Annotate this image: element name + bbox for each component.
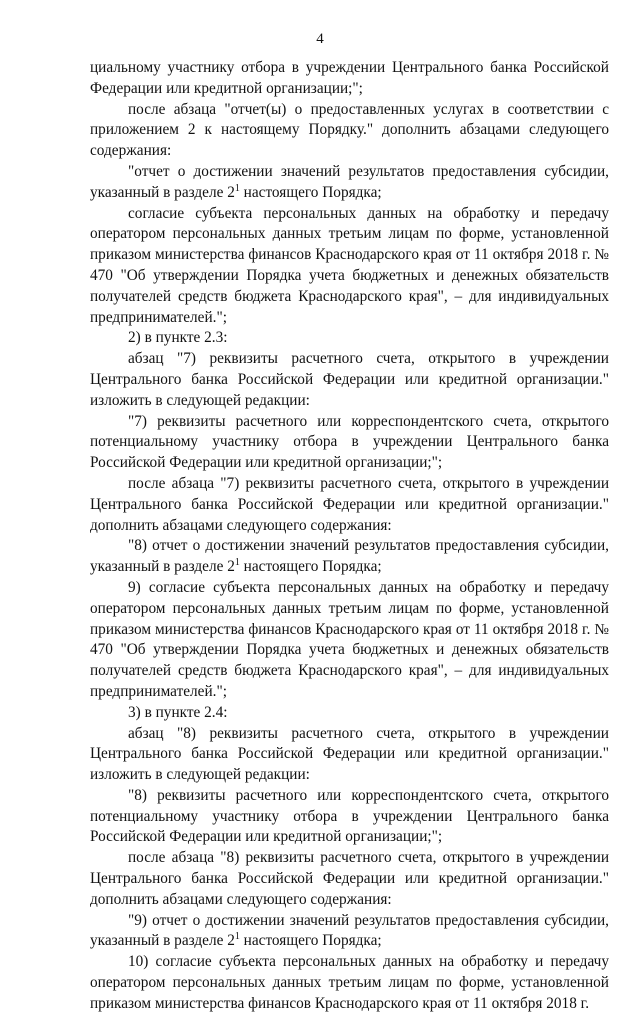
paragraph: абзац "7) реквизиты расчетного счета, открытого в учреждении Центрального банка Российской Федерации или кредитной организации." изложить в следующей редакции: — [90, 350, 609, 409]
paragraph: абзац "8) реквизиты расчетного счета, открытого в учреждении Центрального банка Российской Федерации или кредитной организации." изложить в следующей редакции: — [90, 724, 609, 784]
paragraph: после абзаца "8) реквизиты расчетного счета, открытого в учреждении Центрального банка Российской Федерации или кредитной организации." дополнить абзацами следующего содержания: — [90, 849, 609, 908]
superscript: 1 — [234, 557, 240, 569]
paragraph: 9) согласие субъекта персональных данных на обработку и передачу оператором персональных данных третьим лицам по форме, установленной приказом министерства финансов Краснодарского края от 11 октября 2018 г. № 470 "Об утверждении Порядка учета бюджетных и денежных обязательств получателей средств бюджета Краснодарского края", – для индивидуальных предпринимателей."; — [90, 578, 609, 700]
paragraph: после абзаца "отчет(ы) о предоставленных услугах в соответствии с приложением 2 к настоящему Порядку." дополнить абзацами следующего содержания: — [90, 100, 609, 160]
paragraph: 2) в пункте 2.3: — [128, 329, 228, 347]
superscript: 1 — [234, 182, 240, 194]
document-body — [90, 58, 609, 1015]
paragraph: "отчет о достижении значений результатов предоставления субсидии, указанный в разделе $2^1$ настоящего Порядка; — [90, 162, 609, 201]
paragraph: "7) реквизиты расчетного или корреспондентского счета, открытого потенциальному участнику отбора в учреждении Центрального банка Российской Федерации или кредитной организации;"; — [90, 412, 609, 472]
paragraph: циальному участнику отбора в учреждении Центрального банка Российской Федерации или кредитной организации;"; — [90, 59, 609, 97]
paragraph: 3) в пункте 2.4: — [128, 703, 228, 721]
paragraph: согласие субъекта персональных данных на обработку и передачу оператором персональных данных третьим лицам по форме, установленной приказом министерства финансов Краснодарского края от 11 октября 2018 г. № 470 "Об утверждении Порядка учета бюджетных и денежных обязательств получателей средств бюджета Краснодарского края", – для индивидуальных предпринимателей."; — [90, 204, 609, 326]
paragraph: "8) реквизиты расчетного или корреспондентского счета, открытого потенциальному участнику отбора в учреждении Центрального банка Российской Федерации или кредитной организации;"; — [90, 786, 609, 846]
paragraph: 10) согласие субъекта персональных данных на обработку и передачу оператором персональных данных третьим лицам по форме, установленной приказом министерства финансов Краснодарского края от 11 октября 2018 г. — [90, 953, 609, 1012]
superscript: 1 — [234, 931, 240, 943]
paragraph: после абзаца "7) реквизиты расчетного счета, открытого в учреждении Центрального банка Российской Федерации или кредитной организации." дополнить абзацами следующего содержания: — [90, 474, 609, 534]
paragraph: "8) отчет о достижении значений результатов предоставления субсидии, указанный в разделе $2^1$ настоящего Порядка; — [90, 537, 609, 576]
page-number: 4 — [316, 31, 324, 47]
paragraph: "9) отчет о достижении значений результатов предоставления субсидии, указанный в разделе $2^1$ настоящего Порядка; — [90, 911, 609, 950]
